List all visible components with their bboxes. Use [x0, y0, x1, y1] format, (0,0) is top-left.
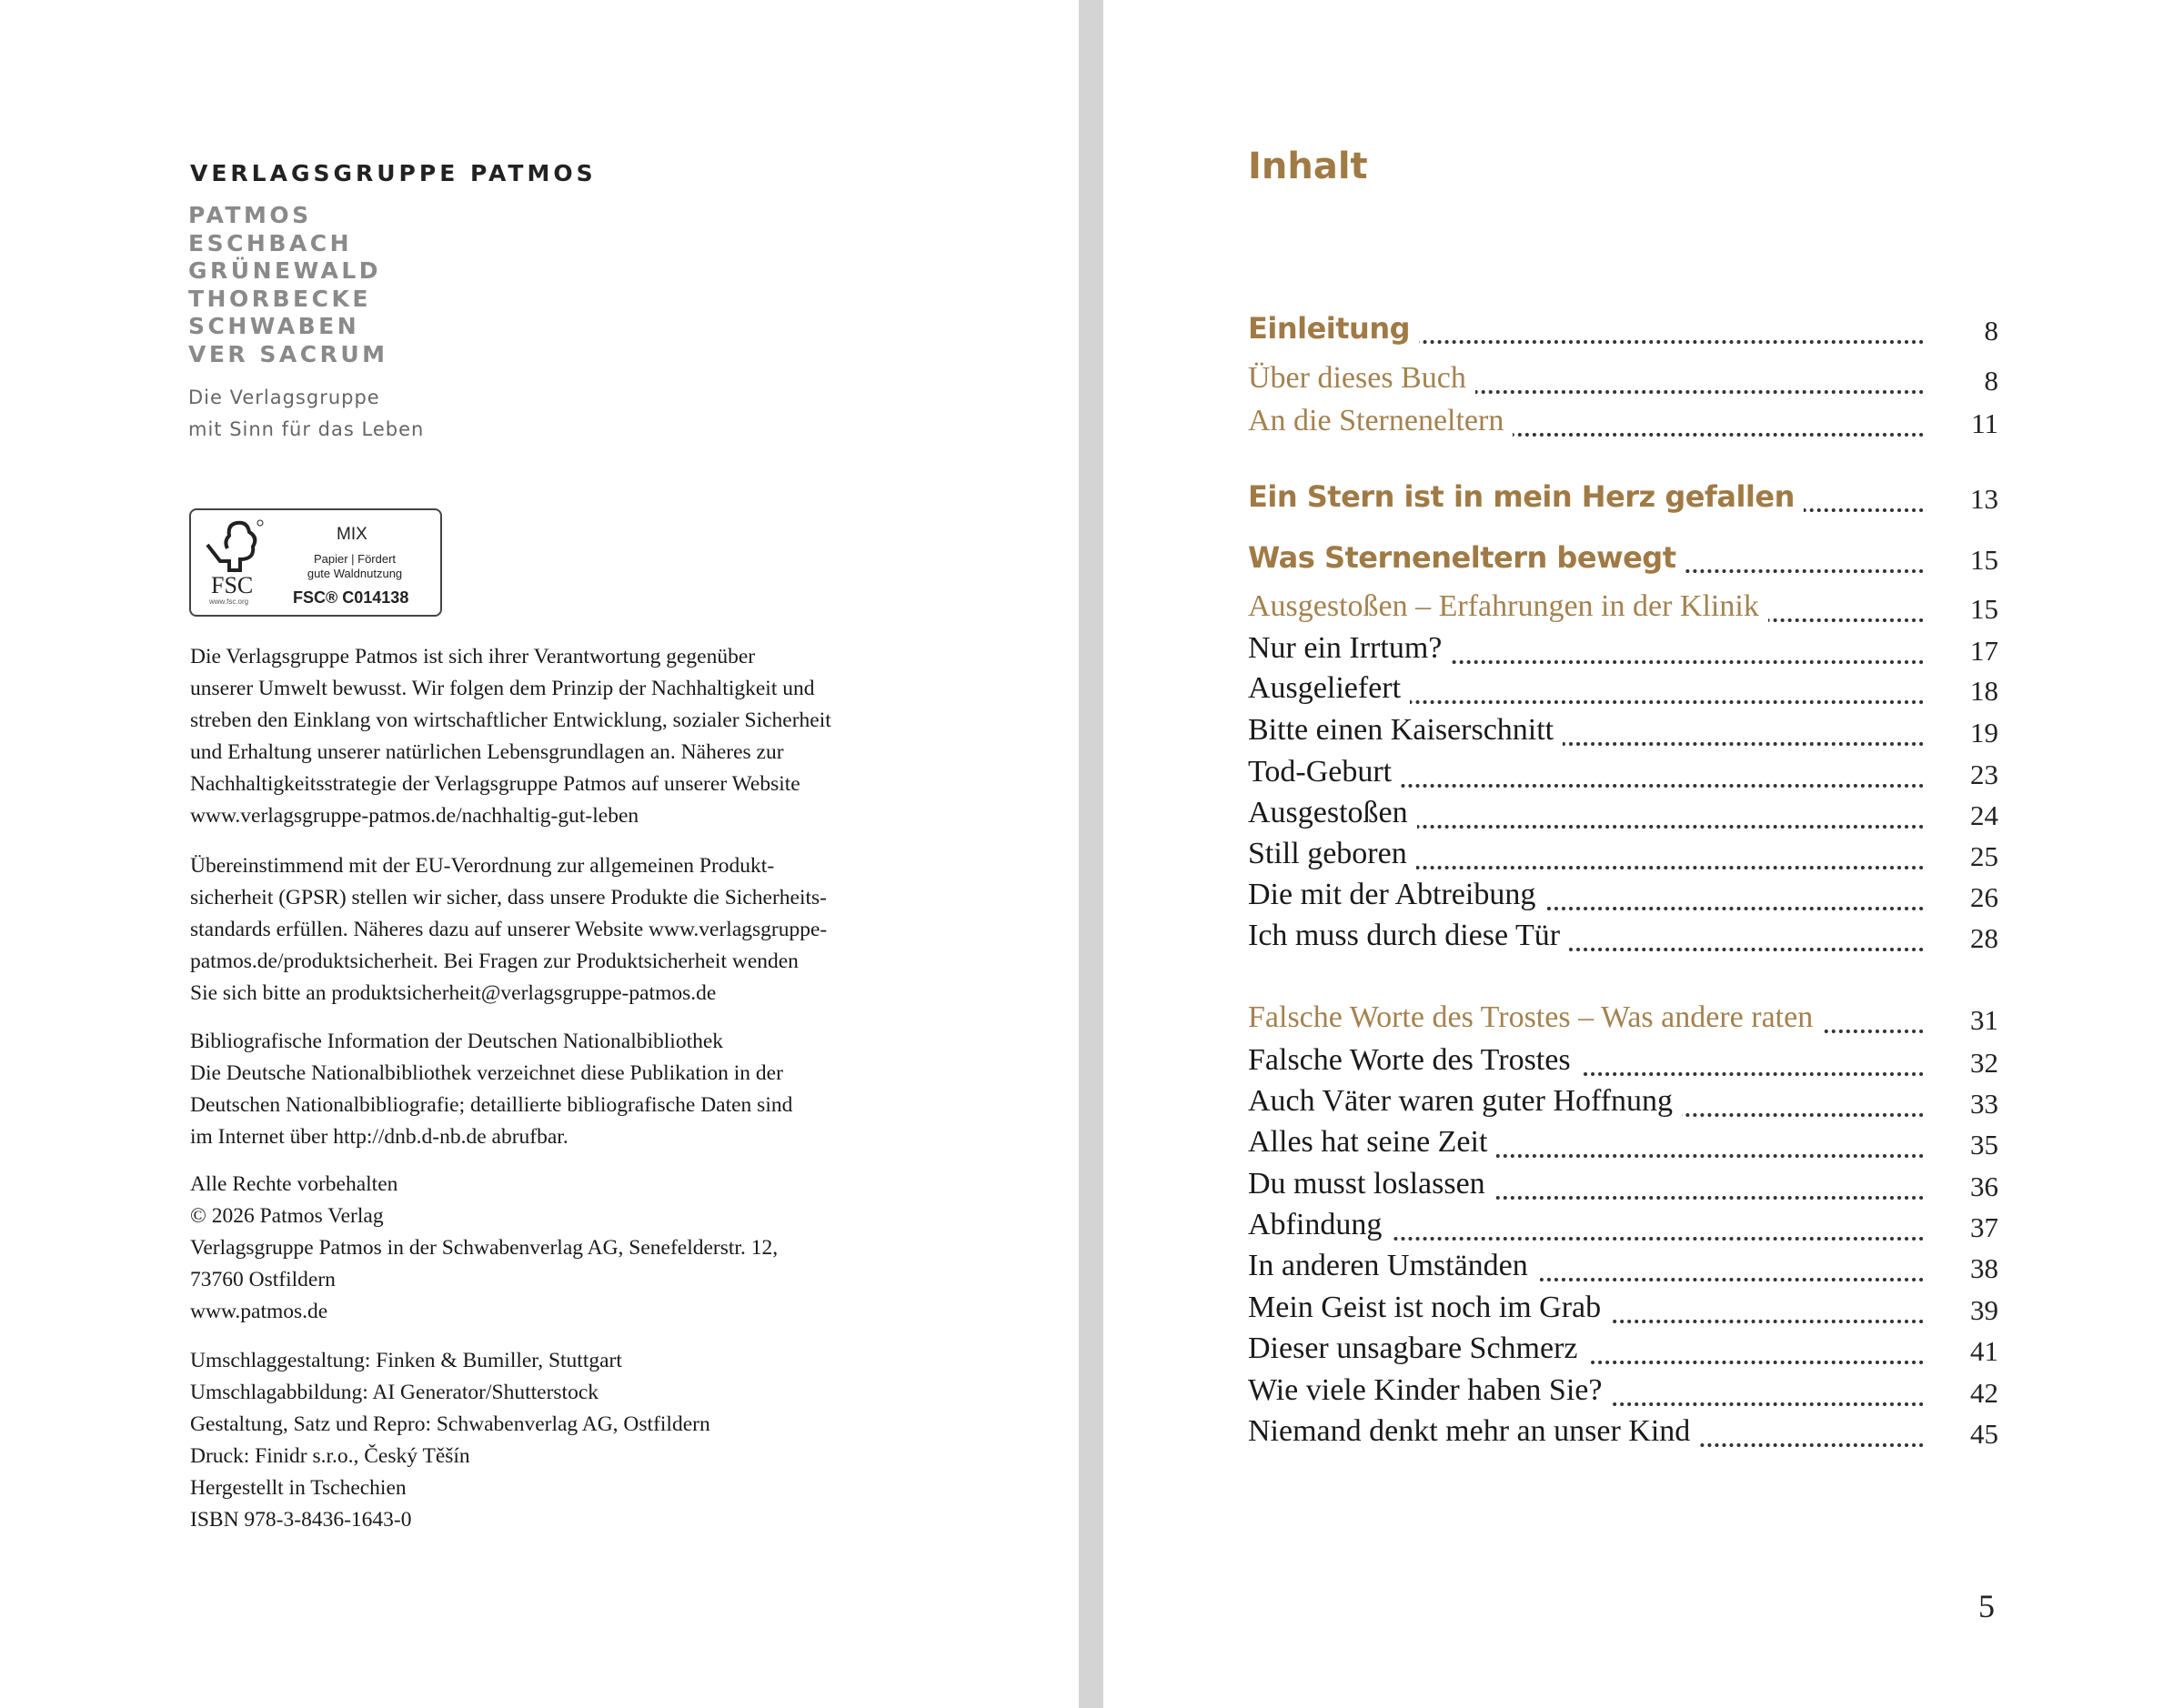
toc-entry[interactable] — [1248, 404, 1998, 444]
toc-entry-page: 28 — [1970, 922, 1998, 954]
contents-page — [1103, 0, 2183, 1708]
toc-entry[interactable] — [1248, 631, 1998, 671]
paragraph-line: Druck: Finidr s.r.o., Český Těšín — [190, 1444, 470, 1468]
toc-entry-label: Über dieses Buch — [1248, 361, 1475, 396]
page-number: 5 — [1978, 1588, 1995, 1624]
toc-entry-page: 13 — [1970, 483, 1998, 515]
toc-entry-page: 37 — [1970, 1211, 1998, 1243]
paragraph-line: Hergestellt in Tschechien — [190, 1476, 407, 1500]
toc-entry[interactable] — [1248, 796, 1998, 836]
toc-entry-page: 11 — [1971, 407, 1998, 439]
paragraph-line: patmos.de/produktsicherheit. Bei Fragen zur Produktsicherheit wenden — [190, 949, 799, 973]
imprint-name: GRÜNEWALD — [188, 257, 382, 284]
toc-entry[interactable] — [1248, 311, 1998, 351]
toc-entry-label: Die mit der Abtreibung — [1248, 878, 1544, 912]
toc-entry-label: Alles hat seine Zeit — [1248, 1125, 1496, 1160]
paragraph-line: Die Deutsche Nationalbibliothek verzeichnet diese Publikation in der — [190, 1061, 783, 1085]
imprint-name: VER SACRUM — [188, 340, 388, 367]
toc-entry[interactable] — [1248, 1125, 1998, 1165]
paragraph-line: Umschlagabbildung: AI Generator/Shutterstock — [190, 1381, 599, 1404]
toc-entry-page: 15 — [1970, 544, 1998, 576]
imprint-list — [188, 202, 388, 368]
fsc-brand: FSC — [211, 572, 254, 598]
toc-entry-label: Falsche Worte des Trostes – Was andere raten — [1248, 1000, 1822, 1035]
toc-entry[interactable] — [1248, 1373, 1998, 1413]
toc-entry-label: Abfindung — [1248, 1208, 1391, 1242]
publisher-name: VERLAGSGRUPPE PATMOS — [190, 160, 597, 186]
toc-entry-label: Wie viele Kinder haben Sie? — [1248, 1373, 1611, 1408]
paragraph-line: Verlagsgruppe Patmos in der Schwabenverlag AG, Senefelderstr. 12, — [190, 1236, 779, 1260]
toc-entry[interactable] — [1248, 540, 1998, 580]
toc-entry[interactable] — [1248, 1249, 1998, 1289]
toc-entry-label: Ein Stern ist in mein Herz gefallen — [1248, 479, 1804, 514]
toc-entry[interactable] — [1248, 878, 1998, 918]
paragraph-line: standards erfüllen. Näheres dazu auf unserer Website www.verlagsgruppe- — [190, 918, 828, 941]
paragraph-line: Umschlaggestaltung: Finken & Bumiller, Stuttgart — [190, 1349, 622, 1372]
toc-entry[interactable] — [1248, 1208, 1998, 1248]
toc-entry[interactable] — [1248, 589, 1998, 629]
toc-entry-page: 38 — [1970, 1252, 1998, 1284]
toc-entry-page: 15 — [1970, 593, 1998, 625]
tagline-line: Die Verlagsgruppe — [188, 387, 380, 408]
toc-entry[interactable] — [1248, 755, 1998, 795]
paragraph-line: und Erhaltung unserer natürlichen Lebensgrundlagen an. Näheres zur — [190, 740, 784, 764]
toc-entry-page: 42 — [1970, 1377, 1998, 1409]
toc-entry[interactable] — [1248, 361, 1998, 401]
paragraph-line: unserer Umwelt bewusst. Wir folgen dem Prinzip der Nachhaltigkeit und — [190, 677, 815, 700]
toc-entry-label: Dieser unsagbare Schmerz — [1248, 1331, 1587, 1366]
toc-entry-label: Auch Väter waren guter Hoffnung — [1248, 1084, 1682, 1119]
paragraph-line: Alle Rechte vorbehalten — [190, 1172, 398, 1196]
paragraph-line: www.patmos.de — [190, 1300, 328, 1323]
toc-entry-page: 17 — [1970, 635, 1998, 667]
paragraph-line: Die Verlagsgruppe Patmos ist sich ihrer Verantwortung gegenüber — [190, 645, 756, 668]
imprint-name: SCHWABEN — [188, 313, 360, 339]
book-gutter — [1079, 0, 1103, 1708]
toc-entry-label: Ich muss durch diese Tür — [1248, 919, 1569, 953]
imprint-paragraph — [190, 1026, 991, 1153]
paragraph-line: Gestaltung, Satz und Repro: Schwabenverlag AG, Ostfildern — [190, 1412, 710, 1436]
toc-entry-page: 8 — [1984, 365, 1998, 397]
paragraph-line: Übereinstimmend mit der EU-Verordnung zur allgemeinen Produkt- — [190, 854, 775, 878]
toc-entry-page: 25 — [1970, 840, 1998, 872]
paragraph-line: Nachhaltigkeitsstrategie der Verlagsgruppe Patmos auf unserer Website — [190, 772, 800, 796]
toc-entry[interactable] — [1248, 1331, 1998, 1371]
fsc-paper — [291, 552, 418, 581]
toc-entry[interactable] — [1248, 1167, 1998, 1207]
paragraph-line: 73760 Ostfildern — [190, 1268, 336, 1291]
paragraph-line: ISBN 978-3-8436-1643-0 — [190, 1508, 412, 1532]
toc-entry-label: An die Sterneneltern — [1248, 404, 1513, 438]
fsc-logo — [189, 508, 442, 617]
imprint-paragraph — [190, 1169, 991, 1328]
toc-entry-page: 41 — [1970, 1335, 1998, 1367]
paragraph-line: im Internet über http://dnb.d-nb.de abrufbar. — [190, 1125, 568, 1149]
toc-entry[interactable] — [1248, 1084, 1998, 1124]
fsc-tree-icon — [204, 517, 277, 574]
imprint-paragraph — [190, 1345, 991, 1536]
toc-entry-page: 31 — [1970, 1004, 1998, 1036]
toc-entry-page: 45 — [1970, 1418, 1998, 1450]
toc-entry[interactable] — [1248, 1000, 1998, 1040]
paragraph-line: © 2026 Patmos Verlag — [190, 1204, 384, 1228]
toc-entry-page: 24 — [1970, 799, 1998, 831]
tagline — [188, 382, 424, 446]
paragraph-line: Deutschen Nationalbibliografie; detaillierte bibliografische Daten sind — [190, 1093, 793, 1117]
toc-entry-label: In anderen Umständen — [1248, 1249, 1537, 1283]
toc-entry-label: Was Sterneneltern bewegt — [1248, 540, 1685, 575]
toc-entry-page: 36 — [1970, 1170, 1998, 1202]
imprint-page — [0, 0, 1079, 1708]
paragraph-line: sicherheit (GPSR) stellen wir sicher, dass unsere Produkte die Sicherheits- — [190, 886, 827, 909]
toc-entry-page: 26 — [1970, 881, 1998, 913]
toc-entry-page: 8 — [1984, 315, 1998, 347]
imprint-name: THORBECKE — [188, 285, 371, 312]
imprint-paragraph — [190, 850, 991, 1010]
toc-entry-label: Bitte einen Kaiserschnitt — [1248, 713, 1563, 748]
fsc-paper-line: gute Waldnutzung — [307, 567, 403, 580]
toc-entry-page: 39 — [1970, 1294, 1998, 1326]
toc-entry-label: Nur ein Irrtum? — [1248, 631, 1451, 666]
toc-title: Inhalt — [1248, 146, 1368, 187]
toc-entry[interactable] — [1248, 1291, 1998, 1331]
paragraph-line: streben den Einklang von wirtschaftlicher Entwicklung, sozialer Sicherheit — [190, 708, 831, 732]
toc-entry-label: Falsche Worte des Trostes — [1248, 1043, 1580, 1078]
toc-entry-label: Niemand denkt mehr an unser Kind — [1248, 1414, 1699, 1449]
paragraph-line: www.verlagsgruppe-patmos.de/nachhaltig-gut-leben — [190, 804, 639, 828]
toc-entry[interactable] — [1248, 713, 1998, 753]
toc-entry-label: Einleitung — [1248, 311, 1419, 346]
toc-entry[interactable] — [1248, 1043, 1998, 1083]
paragraph-line: Sie sich bitte an produktsicherheit@verlagsgruppe-patmos.de — [190, 981, 717, 1005]
tagline-line: mit Sinn für das Leben — [188, 418, 425, 440]
toc-entry[interactable] — [1248, 671, 1998, 711]
toc-entry[interactable] — [1248, 919, 1998, 959]
toc-entry[interactable] — [1248, 479, 1998, 519]
toc-entry-label: Ausgestoßen — [1248, 796, 1417, 830]
fsc-mix: MIX — [337, 525, 367, 544]
imprint-paragraph — [190, 641, 991, 832]
toc-entry[interactable] — [1248, 837, 1998, 877]
toc-entry-label: Ausgestoßen – Erfahrungen in der Klinik — [1248, 589, 1768, 624]
imprint-name: PATMOS — [188, 202, 312, 228]
fsc-url: www.fsc.org — [209, 598, 249, 606]
fsc-paper-line: Papier | Fördert — [313, 552, 397, 566]
toc-entry-label: Du musst loslassen — [1248, 1167, 1494, 1201]
toc-entry-page: 33 — [1970, 1088, 1998, 1120]
toc-entry-page: 23 — [1970, 759, 1998, 790]
imprint-name: ESCHBACH — [188, 229, 353, 256]
toc-entry-label: Ausgeliefert — [1248, 671, 1410, 706]
toc-entry[interactable] — [1248, 1414, 1998, 1454]
paragraph-line: Bibliografische Information der Deutschen Nationalbibliothek — [190, 1030, 724, 1053]
toc-entry-label: Still geboren — [1248, 837, 1416, 871]
toc-entry-page: 19 — [1970, 717, 1998, 749]
fsc-code: FSC® C014138 — [293, 588, 409, 607]
toc-entry-page: 32 — [1970, 1047, 1998, 1079]
toc-entry-label: Mein Geist ist noch im Grab — [1248, 1291, 1610, 1325]
toc-entry-label: Tod-Geburt — [1248, 755, 1401, 789]
toc-entry-page: 35 — [1970, 1129, 1998, 1160]
toc-entry-page: 18 — [1970, 675, 1998, 707]
